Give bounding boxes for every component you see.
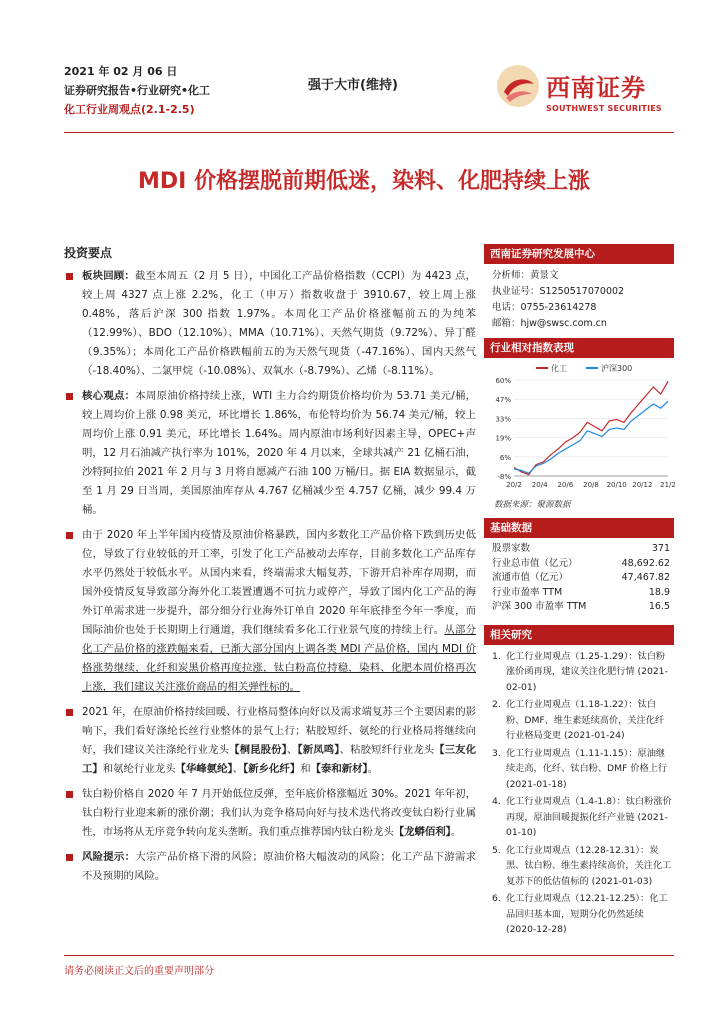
- footer-disclaimer: 请务必阅读正文后的重要声明部分: [64, 966, 214, 977]
- y-tick-label: 60%: [495, 377, 511, 385]
- stat-value: 371: [651, 543, 670, 554]
- report-date: 2021 年 02 月 06 日: [64, 65, 178, 78]
- x-tick-label: 20/6: [557, 481, 574, 489]
- stat-row: [492, 571, 670, 586]
- sidebar-heading-related: 相关研究: [484, 625, 674, 645]
- logo-mark-icon: [496, 64, 540, 108]
- x-tick-label: 20/12: [632, 481, 653, 489]
- y-tick-label: 33%: [495, 415, 511, 424]
- related-item-text: 化工行业周观点（1.18-1.22）：钛白粉、DMF、维生素延续高价，关注化纤行业格局变更 (2021-01-24): [506, 699, 665, 741]
- stat-label: 流通市值（亿元）: [492, 572, 569, 583]
- stock-pick: 【三友化工】: [82, 744, 477, 775]
- paragraph-label: 板块回顾：: [82, 270, 136, 282]
- stock-pick: 【华峰氨纶】: [175, 763, 233, 775]
- series-line: [514, 401, 668, 473]
- stat-value: 47,467.82: [621, 572, 670, 583]
- paragraph-text: 、: [286, 744, 298, 756]
- paragraph-titanium: [64, 785, 476, 842]
- bullet-icon: [66, 532, 73, 539]
- rating: 强于大市(维持): [308, 78, 398, 93]
- x-tick-label: 20/10: [606, 481, 627, 489]
- sidebar-heading-basic: 基础数据: [484, 518, 674, 538]
- chart-svg: [484, 358, 674, 494]
- x-tick-label: 21/2: [660, 481, 676, 489]
- y-tick-label: 6%: [499, 453, 511, 462]
- stat-value: 16.5: [648, 601, 670, 612]
- paragraph-text: 和: [300, 763, 311, 775]
- paragraph-fiber: [64, 703, 476, 779]
- x-tick-label: 20/8: [583, 481, 599, 489]
- related-item[interactable]: [492, 794, 672, 841]
- analyst-phone: 电话：0755-23614278: [492, 302, 597, 313]
- related-item[interactable]: [492, 697, 672, 744]
- logo-text-en: SOUTHWEST SECURITIES: [546, 104, 662, 113]
- paragraph-text: 大宗产品价格下滑的风险；原油价格大幅波动的风险；化工产品下游需求不及预期的风险。: [82, 851, 476, 882]
- logo: [496, 62, 674, 120]
- stat-label: 行业市盈率 TTM: [492, 586, 563, 598]
- related-item-text: 化工行业周观点（1.4-1.8）：钛白粉涨价再现，原油回暖提振化纤产业链 (2021-01-10): [506, 796, 672, 838]
- x-tick-label: 20/2: [506, 481, 522, 489]
- stat-label: 股票家数: [492, 543, 531, 554]
- stat-row: [492, 557, 670, 572]
- stat-value: 18.9: [648, 586, 670, 598]
- investment-highlights: [64, 244, 476, 892]
- paragraph-text: 本周原油价格持续上涨，WTI 主力合约期货价格均价为 53.71 美元/桶，较上周均价上涨 0.98 美元，环比增长 1.86%，布伦特均价为 56.74 美元/桶，较上周均价上涨 0.91 美元，环比增长 1.64%。周内原油市场利好因素主导，OPEC+声明，12 月石油减产执行率为 101%，2020 年 4 月以来，全球共减产 21 亿桶石油，沙特阿拉伯 2021 年 2 月与 3 月将自愿减产石油 100 万桶/日。据 EIA 数据显示，截至 1 月 29 日当周，美国原油库存从 4.767 亿桶减少至 4.757 亿桶，减少 99.4 万桶。: [82, 390, 477, 516]
- chart-source: 数据来源：聚源数据: [494, 500, 571, 510]
- related-item-text: 化工行业周观点（1.25-1.29）：钛白粉涨价函再现，建议关注化肥行情 (2021-02-01): [506, 650, 668, 693]
- series-line: [514, 381, 668, 474]
- report-header: [64, 62, 674, 132]
- paragraph-text: 截至本周五（2 月 5 日），中国化工产品价格指数（CCPI）为 4423 点，较上周 4327 点上涨 2.2%，化工（申万）指数收盘于 3910.67，较上周上涨 0.48%，落后沪深 300 指数 1.97%。本周化工产品价格涨幅前五的为纯苯（12.99%）、BDO（12.10%）、MMA（10.71%）、天然气期货（9.72%）、异丁醛（9.35%）；本周化工产品价格跌幅前五的为天然气现货（-47.16%）、国内天然气（-18.40%）、二氯甲烷（-10.08%）、双氧水（-8.79%）、乙烯（-8.11%）。: [82, 270, 477, 377]
- stat-row: [492, 586, 670, 601]
- sidebar-heading-chart: 行业相对指数表现: [484, 338, 674, 358]
- stock-pick: 【新凤鸣】: [297, 744, 340, 756]
- sidebar: [484, 244, 674, 940]
- bullet-icon: [66, 393, 73, 400]
- paragraph-text: 。: [450, 826, 462, 838]
- analyst-email[interactable]: 邮箱：hjw@swsc.com.cn: [492, 318, 607, 329]
- related-item[interactable]: [492, 891, 672, 938]
- stock-pick: 【泰和新材】: [310, 763, 368, 775]
- report-meta: [64, 62, 210, 119]
- stat-label: 行业总市值（亿元）: [492, 557, 578, 569]
- stat-label: 沪深 300 市盈率 TTM: [492, 601, 587, 612]
- bullet-icon: [66, 709, 73, 716]
- paragraph-text: 。: [367, 763, 379, 775]
- stat-value: 48,692.62: [621, 557, 670, 569]
- report-title: MDI 价格摆脱前期低迷，染料、化肥持续上涨: [137, 169, 590, 194]
- header-divider: [64, 132, 674, 133]
- related-item[interactable]: [492, 649, 672, 696]
- paragraph-emphasis: 从部分化工产品价格的涨跌幅来看，已渐大部分国内上调各类 MDI 产品价格，国内 MDI 价格涨势继续，化纤和炭黑价格再度拉涨，钛白粉高位持稳，染料、化肥本周价格再次上涨，我们建议关注涨价商品的相关弹性标的。: [82, 624, 476, 693]
- related-item[interactable]: [492, 843, 672, 890]
- stock-pick: 【桐昆股份】: [229, 744, 287, 756]
- logo-text-cn: 西南证券: [546, 73, 646, 102]
- paragraph-label: 核心观点：: [82, 390, 136, 402]
- bullet-icon: [66, 854, 73, 861]
- analyst-license: 执业证号：S1250517070002: [492, 286, 625, 297]
- paragraph-text: 钛白粉价格自 2020 年 7 月开始低位反弹，至年底价格涨幅近 30%。2021 年年初，钛白粉行业迎来新的涨价潮；我们认为竞争格局向好与技术迭代将改变钛白粉行业属性，市场将从无序竞争转向龙头垄断。我们重点推荐国内钛白粉龙头: [82, 788, 476, 838]
- related-item-text: 化工行业周观点（12.28-12.31）：炭黑、钛白粉、维生素持续高价，关注化工复苏下的低估值标的 (2021-01-03): [506, 844, 672, 887]
- stat-row: [492, 542, 670, 557]
- x-tick-label: 20/4: [531, 481, 548, 489]
- section-heading: 投资要点: [64, 246, 113, 260]
- related-item-number: 4.: [492, 796, 501, 807]
- related-research: [484, 645, 674, 938]
- bullet-icon: [66, 791, 73, 798]
- legend-label: 化工: [551, 364, 567, 373]
- paragraph-risk: [64, 848, 476, 886]
- stock-pick: 【龙蟒佰利】: [393, 826, 451, 838]
- paragraph-text: 、粘胶短纤行业龙头: [339, 744, 435, 756]
- y-tick-label: 19%: [495, 434, 511, 443]
- related-item-number: 6.: [492, 893, 501, 904]
- paragraph-text: 2021 年，在原油价格持续回暖、行业格局整体向好以及需求端复苏三个主要因素的影响下，我们看好涤纶长丝行业整体的景气上行；粘胶短纤、氨纶的行业格局将继续向好，我们建议关注涤纶行业龙头: [82, 706, 476, 756]
- related-item[interactable]: [492, 746, 672, 793]
- paragraph-sector-review: [64, 267, 476, 381]
- analyst-name: 分析师：黄景文: [492, 270, 559, 281]
- stock-pick: 【新乡化纤】: [243, 763, 301, 775]
- paragraph-text: 由于 2020 年上半年国内疫情及原油价格暴跌，国内多数化工产品价格下跌到历史低位，导致了行业较低的开工率，引发了化工产品被动去库存，目前多数化工产品库存水平仍然处于较低水平。从国内来看，终端需求大幅复苏，下游开启补库存周期，而国外疫情反复导致部分海外化工装置遭遇不可抗力或停产，导致了国内化工产品的海外订单需求进一步提升，部分细分行业海外订单自 2020 年年底排至今年一季度，而国际油价也处于长期期上行通道，我们继续看多化工行业景气度的持续上行。: [82, 529, 476, 636]
- bullet-icon: [66, 273, 73, 280]
- paragraph-text: 、: [232, 763, 244, 775]
- footer-divider: [64, 955, 674, 956]
- report-category: 证券研究报告•行业研究•化工: [64, 84, 211, 97]
- related-item-number: 2.: [492, 699, 501, 710]
- y-tick-label: -8%: [497, 473, 511, 481]
- y-tick-label: 47%: [495, 396, 511, 405]
- paragraph-text: 和氨纶行业龙头: [102, 763, 176, 775]
- related-item-text: 化工行业周观点（1.11-1.15）：原油继续走高，化纤、钛白粉、DMF 价格上行 (2021-01-18): [506, 747, 668, 790]
- related-item-number: 1.: [492, 650, 501, 662]
- related-item-text: 化工行业周观点（12.21-12.25）：化工品回归基本面，短期分化仍然延续 (2020-12-28): [506, 893, 668, 935]
- paragraph-outlook: [64, 526, 476, 697]
- related-item-number: 5.: [492, 844, 501, 856]
- relative-index-chart: [484, 358, 674, 494]
- report-series: 化工行业周观点(2.1-2.5): [64, 103, 195, 116]
- related-item-number: 3.: [492, 747, 501, 759]
- paragraph-label: 风险提示：: [82, 851, 136, 863]
- stat-row: [492, 600, 670, 615]
- sidebar-heading-center: 西南证券研究发展中心: [484, 244, 674, 264]
- paragraph-core-view: [64, 387, 476, 520]
- legend-label: 沪深300: [601, 364, 633, 373]
- analyst-info: [484, 264, 674, 338]
- basic-data: [484, 538, 674, 621]
